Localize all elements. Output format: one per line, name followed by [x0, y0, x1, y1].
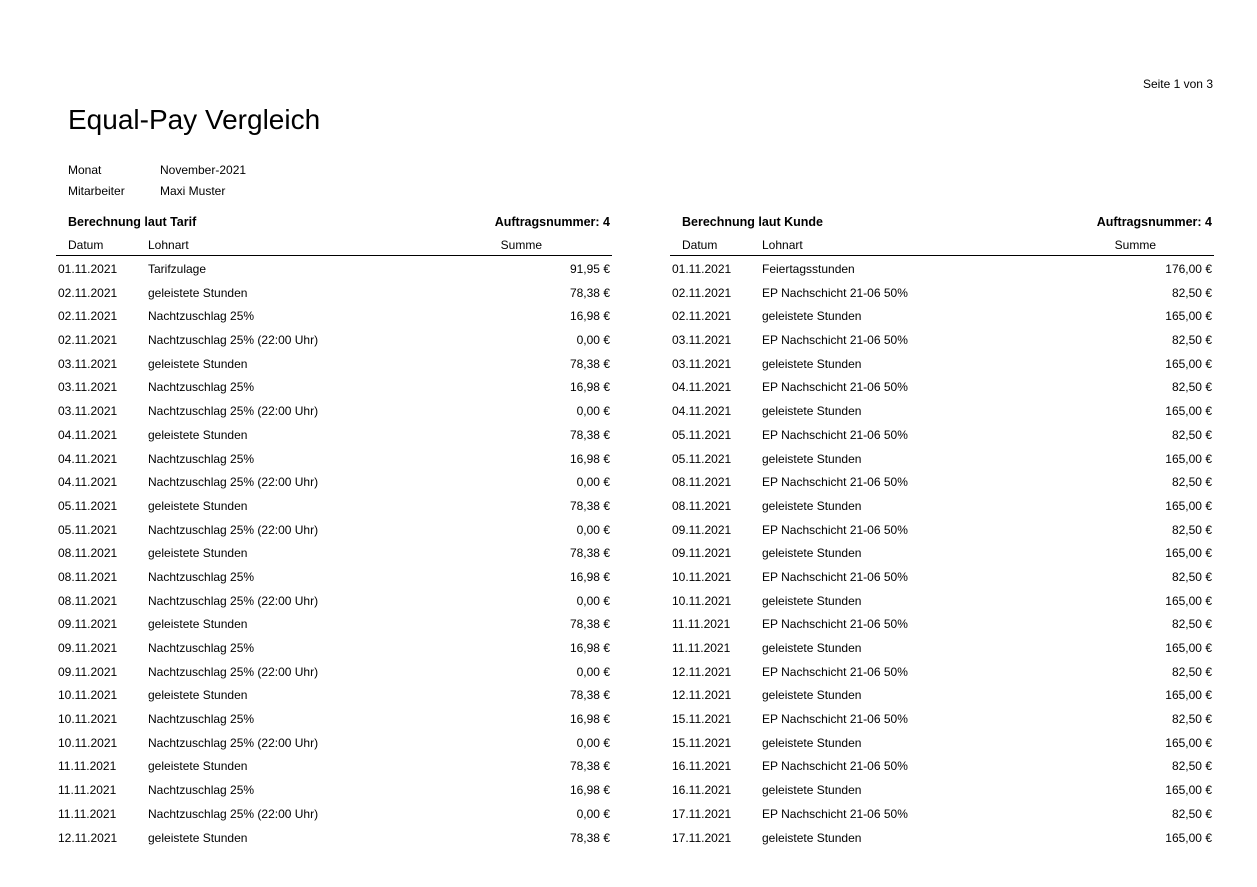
row-sum: 78,38 € — [569, 285, 610, 300]
row-sum: 78,38 € — [569, 427, 610, 442]
table-row — [670, 637, 1214, 661]
row-sum: 0,00 € — [576, 333, 610, 348]
row-wage-type: geleistete Stunden — [148, 285, 248, 300]
table-row — [670, 305, 1214, 329]
row-date: 05.11.2021 — [58, 522, 118, 537]
row-wage-type: geleistete Stunden — [148, 759, 248, 774]
row-date: 02.11.2021 — [58, 309, 118, 324]
row-sum: 82,50 € — [1171, 664, 1212, 679]
row-date: 05.11.2021 — [672, 451, 732, 466]
row-wage-type: geleistete Stunden — [148, 830, 248, 845]
table-row — [670, 566, 1214, 590]
row-wage-type: EP Nachschicht 21-06 50% — [762, 285, 908, 300]
employee-value: Maxi Muster — [160, 184, 226, 198]
employee-label: Mitarbeiter — [68, 184, 125, 198]
row-sum: 78,38 € — [569, 830, 610, 845]
table-row — [56, 305, 612, 329]
row-date: 10.11.2021 — [672, 593, 732, 608]
table-row — [56, 661, 612, 685]
row-wage-type: geleistete Stunden — [762, 641, 862, 655]
row-sum: 0,00 € — [576, 475, 610, 490]
row-wage-type: Nachtzuschlag 25% (22:00 Uhr) — [148, 333, 319, 348]
row-date: 11.11.2021 — [672, 641, 731, 655]
table-row — [56, 376, 612, 400]
table-row — [56, 803, 612, 827]
row-date: 10.11.2021 — [58, 712, 118, 727]
row-date: 16.11.2021 — [672, 759, 732, 774]
row-wage-type: Nachtzuschlag 25% (22:00 Uhr) — [148, 664, 319, 679]
row-sum: 0,00 € — [576, 735, 610, 750]
row-date: 16.11.2021 — [672, 783, 732, 798]
table-row — [670, 495, 1214, 519]
table-row — [56, 590, 612, 614]
row-sum: 82,50 € — [1171, 712, 1212, 727]
table-row — [670, 282, 1214, 306]
row-sum: 165,00 € — [1165, 309, 1212, 324]
row-sum: 78,38 € — [569, 546, 610, 561]
table-row — [670, 329, 1214, 353]
row-wage-type: geleistete Stunden — [762, 593, 862, 608]
table-row — [670, 400, 1214, 424]
row-sum: 78,38 € — [569, 759, 610, 774]
table-row — [56, 708, 612, 732]
row-sum: 82,50 € — [1171, 285, 1212, 300]
table-row — [670, 542, 1214, 566]
row-wage-type: EP Nachschicht 21-06 50% — [762, 569, 908, 584]
tariff-section-header — [56, 214, 612, 230]
table-row — [670, 803, 1214, 827]
row-wage-type: Nachtzuschlag 25% (22:00 Uhr) — [148, 404, 319, 419]
row-sum: 165,00 € — [1165, 498, 1212, 513]
table-row — [56, 495, 612, 519]
table-row — [56, 282, 612, 306]
row-sum: 165,00 € — [1165, 688, 1212, 703]
row-sum: 16,98 € — [569, 641, 610, 655]
row-sum: 82,50 € — [1171, 333, 1212, 348]
row-date: 09.11.2021 — [672, 522, 732, 537]
table-row — [670, 708, 1214, 732]
column-sum: Summe — [500, 238, 542, 252]
row-sum: 78,38 € — [569, 498, 610, 513]
row-wage-type: Nachtzuschlag 25% (22:00 Uhr) — [148, 806, 319, 821]
row-date: 01.11.2021 — [672, 262, 732, 276]
row-wage-type: EP Nachschicht 21-06 50% — [762, 522, 908, 537]
table-row — [56, 329, 612, 353]
row-date: 11.11.2021 — [672, 617, 731, 632]
row-wage-type: geleistete Stunden — [148, 356, 248, 371]
row-date: 05.11.2021 — [672, 427, 732, 442]
row-date: 04.11.2021 — [58, 427, 118, 442]
customer-column-header — [670, 236, 1214, 256]
row-sum: 0,00 € — [576, 664, 610, 679]
row-sum: 82,50 € — [1171, 380, 1212, 395]
tariff-heading: Berechnung laut Tarif — [68, 215, 197, 229]
customer-section-header — [670, 214, 1214, 230]
row-sum: 165,00 € — [1165, 830, 1212, 845]
row-wage-type: EP Nachschicht 21-06 50% — [762, 380, 908, 395]
row-date: 11.11.2021 — [58, 806, 117, 821]
row-wage-type: geleistete Stunden — [148, 617, 248, 632]
table-row — [56, 566, 612, 590]
table-row — [56, 448, 612, 472]
row-sum: 165,00 € — [1165, 593, 1212, 608]
row-sum: 16,98 € — [569, 569, 610, 584]
row-wage-type: EP Nachschicht 21-06 50% — [762, 712, 908, 727]
row-date: 08.11.2021 — [58, 593, 118, 608]
table-row — [56, 613, 612, 637]
table-row — [670, 779, 1214, 803]
page-title: Equal-Pay Vergleich — [68, 104, 321, 135]
row-date: 03.11.2021 — [58, 404, 118, 419]
row-wage-type: EP Nachschicht 21-06 50% — [762, 617, 908, 632]
row-wage-type: geleistete Stunden — [762, 735, 862, 750]
row-wage-type: geleistete Stunden — [148, 546, 248, 561]
row-date: 17.11.2021 — [672, 806, 732, 821]
row-wage-type: geleistete Stunden — [762, 783, 862, 798]
table-row — [670, 448, 1214, 472]
table-row — [670, 519, 1214, 543]
row-wage-type: Nachtzuschlag 25% — [148, 380, 255, 395]
table-row — [56, 353, 612, 377]
row-wage-type: geleistete Stunden — [762, 309, 862, 324]
row-date: 11.11.2021 — [58, 783, 117, 798]
row-date: 04.11.2021 — [672, 380, 732, 395]
row-sum: 78,38 € — [569, 617, 610, 632]
month-label: Monat — [68, 163, 102, 177]
row-date: 02.11.2021 — [58, 333, 118, 348]
table-row — [670, 590, 1214, 614]
table-row — [670, 661, 1214, 685]
row-sum: 165,00 € — [1165, 641, 1212, 655]
column-wage-type: Lohnart — [762, 238, 803, 252]
row-wage-type: geleistete Stunden — [762, 404, 862, 419]
table-row — [670, 827, 1214, 851]
row-sum: 165,00 € — [1165, 451, 1212, 466]
row-date: 17.11.2021 — [672, 830, 732, 845]
customer-section — [670, 214, 1214, 850]
row-date: 10.11.2021 — [58, 735, 118, 750]
row-sum: 165,00 € — [1165, 783, 1212, 798]
table-row — [56, 827, 612, 851]
row-date: 15.11.2021 — [672, 735, 732, 750]
row-date: 03.11.2021 — [58, 380, 118, 395]
row-date: 10.11.2021 — [672, 569, 732, 584]
row-sum: 176,00 € — [1165, 262, 1212, 276]
row-sum: 82,50 € — [1171, 569, 1212, 584]
row-wage-type: Tarifzulage — [148, 262, 207, 276]
row-wage-type: geleistete Stunden — [762, 546, 862, 561]
row-date: 05.11.2021 — [58, 498, 118, 513]
row-wage-type: geleistete Stunden — [762, 356, 862, 371]
table-row — [56, 400, 612, 424]
tariff-section — [56, 214, 612, 850]
row-date: 01.11.2021 — [58, 262, 118, 276]
row-sum: 16,98 € — [569, 783, 610, 798]
row-sum: 82,50 € — [1171, 427, 1212, 442]
row-date: 02.11.2021 — [58, 285, 118, 300]
row-wage-type: geleistete Stunden — [762, 688, 862, 703]
tariff-column-header — [56, 236, 612, 256]
row-date: 08.11.2021 — [58, 546, 118, 561]
row-date: 02.11.2021 — [672, 309, 732, 324]
row-date: 08.11.2021 — [672, 475, 732, 490]
table-row — [56, 732, 612, 756]
row-date: 11.11.2021 — [58, 759, 117, 774]
row-sum: 0,00 € — [576, 593, 610, 608]
row-sum: 82,50 € — [1171, 475, 1212, 490]
table-row — [670, 684, 1214, 708]
row-date: 04.11.2021 — [58, 451, 118, 466]
row-sum: 0,00 € — [576, 404, 610, 419]
row-date: 03.11.2021 — [672, 333, 732, 348]
row-wage-type: geleistete Stunden — [148, 688, 248, 703]
row-wage-type: EP Nachschicht 21-06 50% — [762, 806, 908, 821]
row-wage-type: Nachtzuschlag 25% (22:00 Uhr) — [148, 522, 319, 537]
row-wage-type: EP Nachschicht 21-06 50% — [762, 759, 908, 774]
row-wage-type: geleistete Stunden — [148, 498, 248, 513]
table-row — [670, 732, 1214, 756]
row-sum: 82,50 € — [1171, 759, 1212, 774]
row-sum: 16,98 € — [569, 309, 610, 324]
row-date: 09.11.2021 — [58, 664, 118, 679]
table-row — [670, 755, 1214, 779]
row-sum: 91,95 € — [569, 262, 610, 276]
row-sum: 165,00 € — [1165, 546, 1212, 561]
row-date: 02.11.2021 — [672, 285, 732, 300]
customer-heading: Berechnung laut Kunde — [682, 215, 823, 229]
month-value: November-2021 — [160, 163, 247, 177]
row-date: 03.11.2021 — [58, 356, 118, 371]
row-date: 09.11.2021 — [58, 617, 118, 632]
row-date: 12.11.2021 — [672, 664, 732, 679]
table-row — [56, 542, 612, 566]
row-wage-type: geleistete Stunden — [148, 427, 248, 442]
table-row — [56, 471, 612, 495]
row-wage-type: Nachtzuschlag 25% — [148, 712, 255, 727]
row-date: 09.11.2021 — [672, 546, 732, 561]
customer-order-number: Auftragsnummer: 4 — [1096, 215, 1212, 229]
tariff-order-number: Auftragsnummer: 4 — [494, 215, 610, 229]
row-wage-type: Nachtzuschlag 25% — [148, 569, 255, 584]
table-row — [56, 755, 612, 779]
row-sum: 16,98 € — [569, 451, 610, 466]
table-row — [670, 613, 1214, 637]
row-wage-type: Nachtzuschlag 25% (22:00 Uhr) — [148, 735, 319, 750]
table-row — [56, 779, 612, 803]
column-sum: Summe — [1114, 238, 1156, 252]
row-date: 08.11.2021 — [58, 569, 118, 584]
row-wage-type: EP Nachschicht 21-06 50% — [762, 427, 908, 442]
row-wage-type: Feiertagsstunden — [762, 262, 855, 276]
meta-month — [68, 163, 246, 177]
row-wage-type: Nachtzuschlag 25% — [148, 783, 255, 798]
row-sum: 16,98 € — [569, 712, 610, 727]
row-sum: 0,00 € — [576, 522, 610, 537]
row-wage-type: EP Nachschicht 21-06 50% — [762, 475, 908, 490]
row-wage-type: geleistete Stunden — [762, 498, 862, 513]
table-row — [670, 353, 1214, 377]
row-wage-type: Nachtzuschlag 25% — [148, 309, 255, 324]
row-date: 10.11.2021 — [58, 688, 118, 703]
table-row — [670, 424, 1214, 448]
row-sum: 78,38 € — [569, 688, 610, 703]
row-wage-type: Nachtzuschlag 25% (22:00 Uhr) — [148, 593, 319, 608]
table-row — [56, 424, 612, 448]
table-row — [670, 471, 1214, 495]
row-date: 12.11.2021 — [672, 688, 732, 703]
row-date: 04.11.2021 — [58, 475, 118, 490]
row-sum: 78,38 € — [569, 356, 610, 371]
row-sum: 165,00 € — [1165, 356, 1212, 371]
table-row — [670, 258, 1214, 282]
row-date: 15.11.2021 — [672, 712, 732, 727]
row-wage-type: Nachtzuschlag 25% — [148, 451, 255, 466]
meta-employee — [68, 184, 225, 198]
column-date: Datum — [68, 238, 104, 252]
row-date: 04.11.2021 — [672, 404, 732, 419]
page-indicator: Seite 1 von 3 — [1142, 77, 1213, 91]
row-date: 09.11.2021 — [58, 641, 118, 655]
table-row — [56, 519, 612, 543]
row-sum: 82,50 € — [1171, 617, 1212, 632]
row-wage-type: Nachtzuschlag 25% (22:00 Uhr) — [148, 475, 319, 490]
row-date: 08.11.2021 — [672, 498, 732, 513]
row-wage-type: EP Nachschicht 21-06 50% — [762, 664, 908, 679]
column-wage-type: Lohnart — [148, 238, 189, 252]
customer-rows — [670, 258, 1214, 850]
row-sum: 165,00 € — [1165, 404, 1212, 419]
row-sum: 82,50 € — [1171, 522, 1212, 537]
row-sum: 16,98 € — [569, 380, 610, 395]
row-wage-type: EP Nachschicht 21-06 50% — [762, 333, 908, 348]
tariff-rows — [56, 258, 612, 850]
row-wage-type: Nachtzuschlag 25% — [148, 641, 255, 655]
row-date: 12.11.2021 — [58, 830, 118, 845]
row-sum: 165,00 € — [1165, 735, 1212, 750]
table-row — [56, 258, 612, 282]
table-row — [56, 684, 612, 708]
column-date: Datum — [682, 238, 718, 252]
row-sum: 0,00 € — [576, 806, 610, 821]
row-wage-type: geleistete Stunden — [762, 451, 862, 466]
row-wage-type: geleistete Stunden — [762, 830, 862, 845]
row-date: 03.11.2021 — [672, 356, 732, 371]
row-sum: 82,50 € — [1171, 806, 1212, 821]
table-row — [56, 637, 612, 661]
table-row — [670, 376, 1214, 400]
